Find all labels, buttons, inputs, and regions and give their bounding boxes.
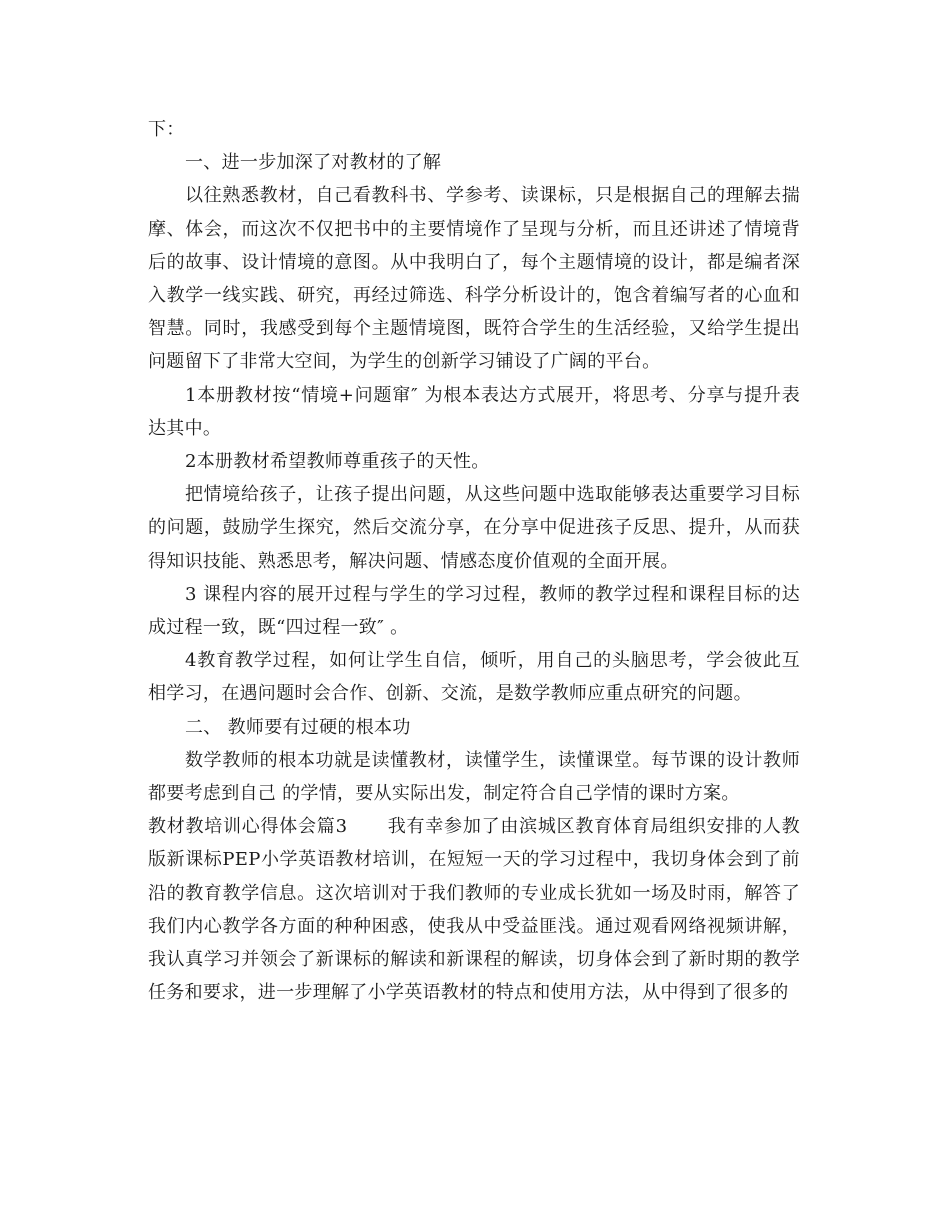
article-section [148, 810, 800, 1009]
article-heading: 教材教培训心得体会篇3 [148, 816, 348, 838]
document-page [148, 113, 800, 1009]
list-item-3: 3 课程内容的展开过程与学生的学习过程，教师的教学过程和课程目标的达成过程一致，既“四过程一致″ 。 [148, 583, 800, 639]
paragraph: 把情境给孩子，让孩子提出问题，从这些问题中选取能够表达重要学习目标的问题，鼓励学生探究，然后交流分享，在分享中促进孩子反思、提升，从而获得知识技能、熟悉思考，解决问题、情感态度价值观的全面开展。 [148, 484, 800, 572]
section-heading-1: 一、进一步加深了对教材的了解 [185, 152, 442, 174]
paragraph: 下： [148, 119, 185, 140]
list-item-1: 1本册教材按“情境+问题窜″ 为根本表达方式展开，将思考、分享与提升表达其中。 [148, 384, 800, 439]
section-heading-2: 二、 教师要有过硬的根本功 [185, 716, 411, 738]
list-item-4: 4教育教学过程，如何让学生自信，倾听，用自己的头脑思考，学会彼此互相学习，在遇问题时会合作、创新、交流，是数学教师应重点研究的问题。 [148, 650, 800, 705]
list-item-2: 2本册教材希望教师尊重孩子的天性。 [185, 451, 490, 473]
paragraph: 以往熟悉教材，自己看教科书、学参考、读课标，只是根据自己的理解去揣摩、体会，而这次不仅把书中的主要情境作了呈现与分析，而且还讲述了情境背后的故事、设计情境的意图。从中我明白了，每个主题情境的设计，都是编者深入教学一线实践、研究，再经过筛选、科学分析设计的，饱含着编写者的心血和智慧。同时，我感受到每个主题情境图，既符合学生的生活经验，又给学生提出问题留下了非常大空间，为学生的创新学习铺设了广阔的平台。 [148, 185, 800, 373]
article-body: 我有幸参加了由滨城区教育体育局组织安排的人教版新课标PEP小学英语教材培训，在短短一天的学习过程中，我切身体会到了前沿的教育教学信息。这次培训对于我们教师的专业成长犹如一场及时雨，解答了我们内心教学各方面的种种困惑，使我从中受益匪浅。通过观看网络视频讲解，我认真学习并领会了新课标的解读和新课程的解读，切身体会到了新时期的教学任务和要求，进一步理解了小学英语教材的特点和使用方法，从中得到了很多的 [148, 816, 800, 1004]
paragraph: 数学教师的根本功就是读懂教材，读懂学生，读懂课堂。每节课的设计教师都要考虑到自己 的学情，要从实际出发，制定符合自己学情的课时方案。 [148, 749, 800, 805]
